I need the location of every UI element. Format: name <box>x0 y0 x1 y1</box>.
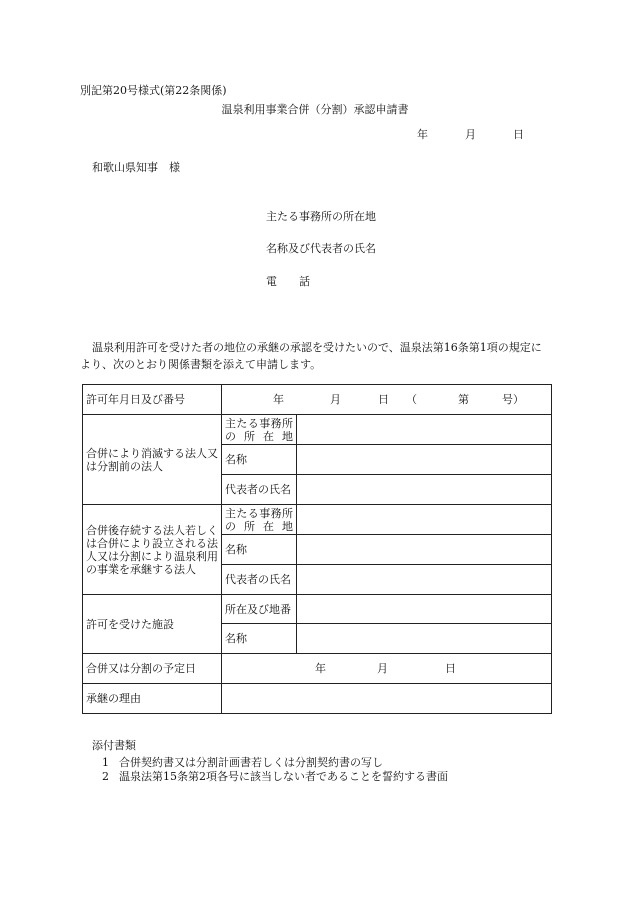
facility-location-field[interactable] <box>297 595 552 624</box>
scheduled-month: 月 <box>377 662 388 675</box>
dissolving-name-field[interactable] <box>297 445 552 475</box>
attachment-number: 2 <box>102 770 109 783</box>
scheduled-date-field[interactable] <box>222 654 552 684</box>
dissolving-corporation-label: 合併により消滅する法人又は分割前の法人 <box>83 415 222 505</box>
dissolving-office-label: 主たる事務所の所在地 <box>222 415 297 445</box>
tel-label-2: 話 <box>299 275 310 288</box>
permitted-facility-label: 許可を受けた施設 <box>83 595 222 654</box>
facility-name-field[interactable] <box>297 624 552 654</box>
surviving-office-label: 主たる事務所の所在地 <box>222 505 297 535</box>
attachment-text: 合併契約書又は分割計画書若しくは分割契約書の写し <box>119 756 383 769</box>
addressee: 和歌山県知事 様 <box>92 161 180 174</box>
permit-go: 号） <box>502 393 524 406</box>
application-form-table <box>82 384 552 714</box>
dissolving-office-field[interactable] <box>297 415 552 445</box>
date-year: 年 <box>417 128 428 141</box>
applicant-address-label: 主たる事務所の所在地 <box>266 210 376 223</box>
form-number-label: 別記第20号様式(第22条関係) <box>80 84 227 97</box>
permit-no: 第 <box>458 393 469 406</box>
permit-year: 年 <box>273 393 284 406</box>
succession-reason-label: 承継の理由 <box>83 684 222 714</box>
attachment-item <box>102 768 448 784</box>
permit-date-number-label: 許可年月日及び番号 <box>83 385 222 415</box>
scheduled-year: 年 <box>315 662 326 675</box>
succession-reason-field[interactable] <box>222 684 552 714</box>
date-month: 月 <box>465 128 476 141</box>
surviving-rep-label: 代表者の氏名 <box>222 565 297 595</box>
surviving-rep-field[interactable] <box>297 565 552 595</box>
permit-month: 月 <box>330 393 341 406</box>
attachment-number: 1 <box>102 756 109 769</box>
surviving-name-field[interactable] <box>297 535 552 565</box>
dissolving-rep-field[interactable] <box>297 475 552 505</box>
permit-open-paren: （ <box>406 393 417 406</box>
date-day: 日 <box>513 128 524 141</box>
applicant-name-label: 名称及び代表者の氏名 <box>266 242 376 255</box>
attachments-title: 添付書類 <box>92 739 136 752</box>
dissolving-name-label: 名称 <box>222 445 297 475</box>
applicant-tel-label <box>266 273 310 289</box>
surviving-name-label: 名称 <box>222 535 297 565</box>
surviving-office-field[interactable] <box>297 505 552 535</box>
scheduled-date-label: 合併又は分割の予定日 <box>83 654 222 684</box>
attachment-text: 温泉法第15条第2項各号に該当しない者であることを誓約する書面 <box>119 770 448 783</box>
scheduled-day: 日 <box>445 662 456 675</box>
permit-date-number-field[interactable] <box>222 385 552 415</box>
application-statement: 温泉利用許可を受けた者の地位の承継の承認を受けたいので、温泉法第16条第1項の規定により、次のとおり関係書類を添えて申請します。 <box>80 341 542 371</box>
permit-day: 日 <box>378 393 389 406</box>
application-date <box>417 126 524 142</box>
dissolving-rep-label: 代表者の氏名 <box>222 475 297 505</box>
facility-name-label: 名称 <box>222 624 297 654</box>
tel-label-1: 電 <box>266 275 277 288</box>
document-title: 温泉利用事業合併（分割）承認申請書 <box>221 103 409 116</box>
facility-location-label: 所在及び地番 <box>222 595 297 624</box>
surviving-corporation-label: 合併後存続する法人若しくは合併により設立される法人又は分割により温泉利用の事業を承継する法人 <box>83 505 222 595</box>
